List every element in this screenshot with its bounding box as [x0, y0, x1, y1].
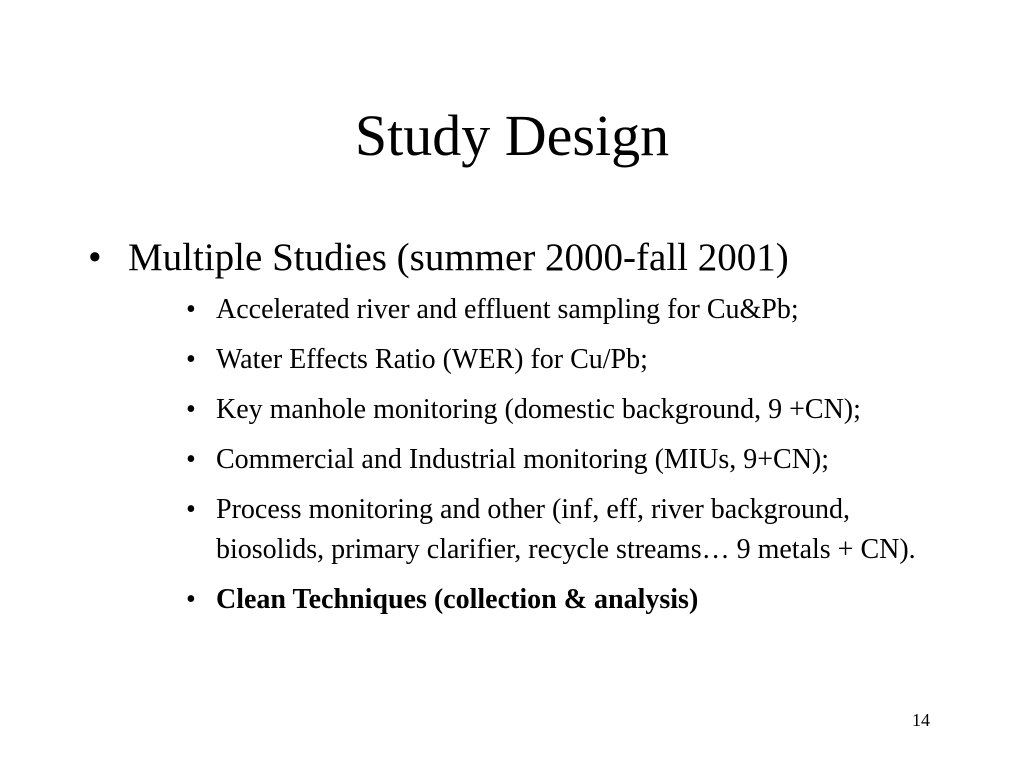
sub-bullet-item [186, 340, 926, 380]
sub-bullet-text: Key manhole monitoring (domestic background, 9 +CN); [216, 394, 861, 425]
sub-bullet-text: Clean Techniques (collection & analysis) [216, 584, 699, 615]
sub-bullet-item [186, 440, 926, 480]
bullet-icon: • [88, 236, 102, 279]
sub-bullet-item [186, 290, 926, 330]
bullet-icon: • [186, 494, 196, 525]
bullet-icon: • [186, 294, 196, 325]
main-bullet-text: Multiple Studies (summer 2000-fall 2001) [128, 236, 789, 279]
slide-title: Study Design [354, 103, 670, 168]
sub-bullet-list [186, 290, 926, 630]
bullet-icon: • [186, 444, 196, 475]
sub-bullet-item [186, 390, 926, 430]
bullet-icon: • [186, 394, 196, 425]
sub-bullet-item-bold [186, 580, 926, 620]
page-number: 14 [912, 710, 930, 730]
sub-bullet-text: Water Effects Ratio (WER) for Cu/Pb; [216, 344, 648, 375]
sub-bullet-text: Commercial and Industrial monitoring (MIUs, 9+CN); [216, 444, 830, 475]
sub-bullet-text: Accelerated river and effluent sampling for Cu&Pb; [216, 294, 799, 325]
bullet-icon: • [186, 344, 196, 375]
bullet-icon: • [186, 584, 196, 615]
sub-bullet-text: Process monitoring and other (inf, eff, river background, biosolids, primary clarifier, recycle streams… 9 metals + CN). [216, 494, 916, 565]
sub-bullet-item [186, 490, 926, 570]
